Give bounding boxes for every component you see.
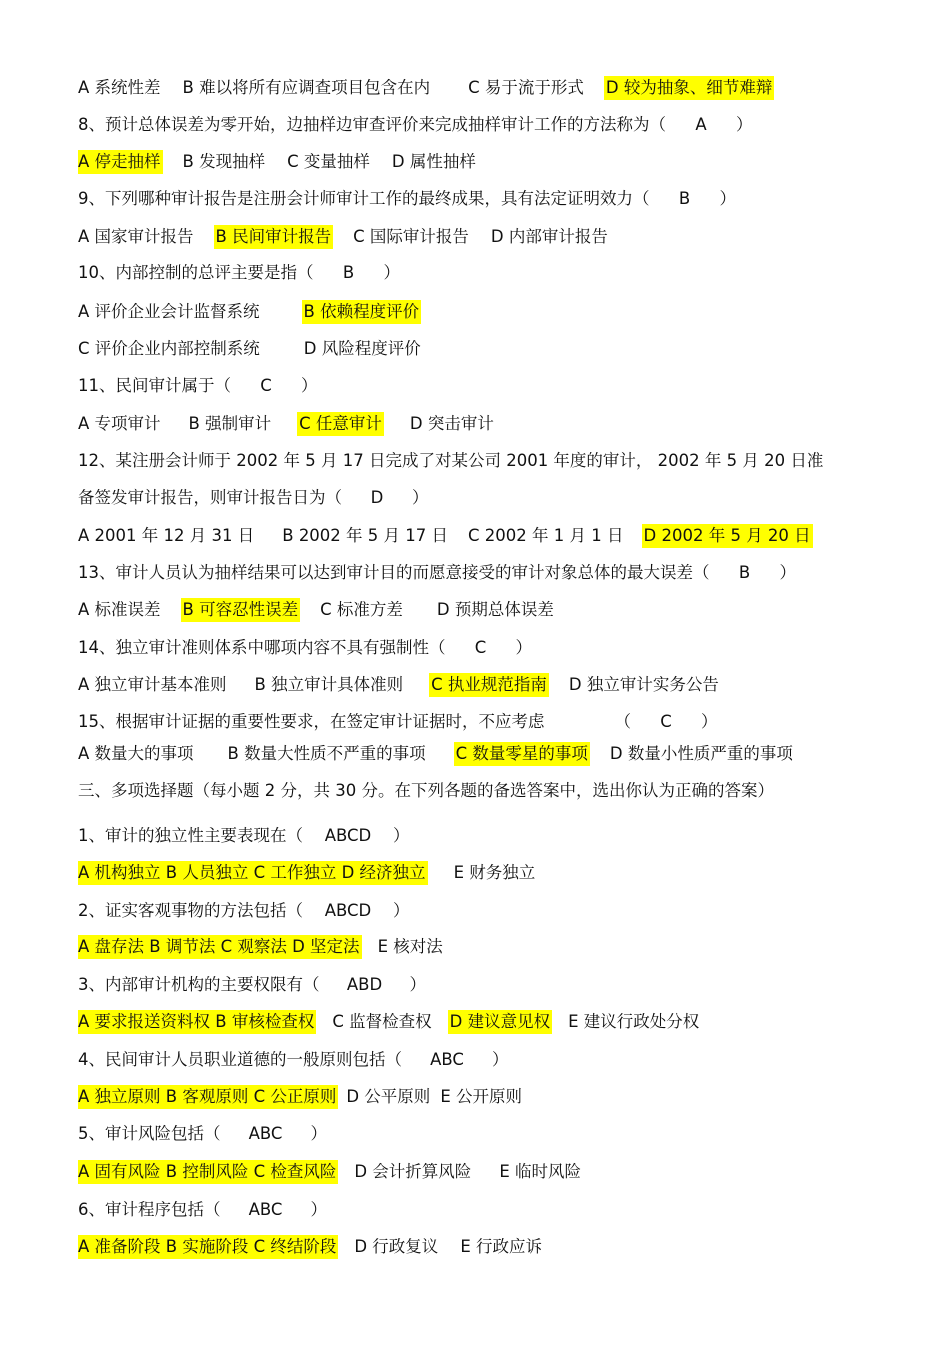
- answer-options-row: [78, 76, 910, 100]
- question-line: [78, 710, 910, 734]
- answer-options-row: [78, 412, 910, 436]
- question-line: [78, 261, 910, 285]
- answer-key: B: [738, 563, 751, 582]
- answer-options-row: [78, 1235, 910, 1259]
- highlighted-answer-option: B 可容忍性误差: [181, 598, 301, 622]
- answer-option: D 内部审计报告: [490, 227, 608, 246]
- highlighted-answer-option: C 数量零星的事项: [454, 742, 590, 766]
- answer-option: D 属性抽样: [391, 152, 476, 171]
- highlighted-answer-option: D 建议意见权: [448, 1010, 552, 1034]
- answer-option: A 标准误差: [78, 600, 161, 619]
- answer-option: B 发现抽样: [182, 152, 266, 171]
- answer-option: A 专项审计: [78, 414, 161, 433]
- answer-option: D 行政复议: [354, 1237, 439, 1256]
- answer-option: B 独立审计具体准则: [254, 675, 404, 694]
- question-text: 9、下列哪种审计报告是注册会计师审计工作的最终成果，具有法定证明效力（: [78, 189, 650, 208]
- close-paren: ）: [393, 826, 410, 845]
- answer-options-row: [78, 150, 910, 174]
- highlighted-answer-option: A 要求报送资料权 B 审核检查权: [78, 1010, 316, 1034]
- close-paren: ）: [393, 901, 410, 920]
- highlighted-answer-option: D 较为抽象、细节难辩: [604, 76, 774, 100]
- answer-key: ABCD: [324, 826, 372, 845]
- highlighted-answer-option: B 民间审计报告: [214, 225, 334, 249]
- answer-options-row: [78, 598, 910, 622]
- highlighted-answer-option: A 盘存法 B 调节法 C 观察法 D 坚定法: [78, 935, 362, 959]
- answer-option: E 临时风险: [499, 1162, 581, 1181]
- highlighted-answer-option: A 停走抽样: [78, 150, 163, 174]
- answer-option: A 数量大的事项: [78, 744, 194, 763]
- answer-key: ABC: [248, 1200, 283, 1219]
- highlighted-answer-option: C 执业规范指南: [429, 673, 549, 697]
- answer-option: C 易于流于形式: [468, 78, 584, 97]
- answer-option: D 风险程度评价: [303, 339, 421, 358]
- close-paren: ）: [409, 975, 426, 994]
- question-text: 1、审计的独立性主要表现在（: [78, 826, 303, 845]
- question-text: 15、根据审计证据的重要性要求，在签定审计证据时，不应考虑: [78, 712, 545, 731]
- question-line: [78, 113, 910, 137]
- question-text: 10、内部控制的总评主要是指（: [78, 263, 314, 282]
- highlighted-answer-option: A 独立原则 B 客观原则 C 公正原则: [78, 1085, 338, 1109]
- answer-key: C: [260, 376, 272, 395]
- answer-options-row: [78, 337, 910, 361]
- answer-option: B 2002 年 5 月 17 日: [282, 526, 449, 545]
- answer-option: E 行政应诉: [460, 1237, 542, 1256]
- answer-option: B 难以将所有应调查项目包含在内: [182, 78, 431, 97]
- highlighted-answer-option: D 2002 年 5 月 20 日: [642, 524, 813, 548]
- question-line: [78, 973, 910, 997]
- answer-option: A 2001 年 12 月 31 日: [78, 526, 255, 545]
- question-line: [78, 486, 910, 510]
- question-text: 11、民间审计属于（: [78, 376, 231, 395]
- answer-key: C: [474, 638, 487, 657]
- close-paren: ）: [412, 488, 429, 507]
- question-text: 14、独立审计准则体系中哪项内容不具有强制性（: [78, 638, 446, 657]
- answer-option: A 评价企业会计监督系统: [78, 302, 260, 321]
- answer-option: D 公平原则: [346, 1087, 431, 1106]
- answer-option: C 监督检查权: [332, 1012, 432, 1031]
- question-line: [78, 1198, 910, 1222]
- question-line: [78, 899, 910, 923]
- answer-option: C 变量抽样: [287, 152, 370, 171]
- answer-option: D 独立审计实务公告: [568, 675, 719, 694]
- answer-options-row: [78, 1160, 910, 1184]
- answer-option: D 预期总体误差: [436, 600, 554, 619]
- answer-options-row: [78, 1085, 910, 1109]
- close-paren: ）: [701, 712, 718, 731]
- question-line: [78, 374, 910, 398]
- answer-option: C 国际审计报告: [353, 227, 469, 246]
- close-paren: ）: [736, 115, 753, 134]
- highlighted-answer-option: A 机构独立 B 人员独立 C 工作独立 D 经济独立: [78, 861, 428, 885]
- answer-option: D 数量小性质严重的事项: [609, 744, 793, 763]
- answer-option: C 2002 年 1 月 1 日: [468, 526, 624, 545]
- answer-option: A 国家审计报告: [78, 227, 194, 246]
- close-paren: ）: [310, 1200, 327, 1219]
- question-text: 5、审计风险包括（: [78, 1124, 221, 1143]
- text-line: 12、某注册会计师于 2002 年 5 月 17 日完成了对某公司 2001 年度的审计， 2002 年 5 月 20 日准: [78, 451, 824, 470]
- question-text: 3、内部审计机构的主要权限有（: [78, 975, 320, 994]
- question-text: 13、审计人员认为抽样结果可以达到审计目的而愿意接受的审计对象总体的最大误差（: [78, 563, 710, 582]
- answer-options-row: [78, 300, 910, 324]
- question-line: [78, 1048, 910, 1072]
- question-text: 6、审计程序包括（: [78, 1200, 221, 1219]
- open-paren: （: [614, 712, 631, 731]
- answer-key: ABC: [430, 1050, 464, 1069]
- close-paren: ）: [492, 1050, 509, 1069]
- close-paren: ）: [719, 189, 736, 208]
- answer-option: E 建议行政处分权: [568, 1012, 700, 1031]
- text-line: 三、多项选择题（每小题 2 分，共 30 分。在下列各题的备选答案中，选出你认为正确的答案）: [78, 781, 774, 800]
- highlighted-answer-option: C 任意审计: [297, 412, 384, 436]
- answer-option: A 系统性差: [78, 78, 161, 97]
- question-text: 4、民间审计人员职业道德的一般原则包括（: [78, 1050, 402, 1069]
- highlighted-answer-option: A 固有风险 B 控制风险 C 检查风险: [78, 1160, 338, 1184]
- answer-option: D 突击审计: [409, 414, 494, 433]
- close-paren: ）: [301, 376, 318, 395]
- answer-option: B 强制审计: [188, 414, 272, 433]
- question-line: [78, 824, 910, 848]
- close-paren: ）: [515, 638, 532, 657]
- answer-options-row: [78, 861, 910, 885]
- answer-options-row: [78, 1010, 910, 1034]
- question-line: [78, 1122, 910, 1146]
- question-text: 备签发审计报告，则审计报告日为（: [78, 488, 342, 507]
- question-text: 2、证实客观事物的方法包括（: [78, 901, 303, 920]
- answer-key: ABD: [346, 975, 383, 994]
- answer-key: B: [342, 263, 355, 282]
- answer-option: D 会计折算风险: [354, 1162, 472, 1181]
- answer-options-row: [78, 673, 910, 697]
- answer-options-row: [78, 524, 910, 548]
- close-paren: ）: [779, 563, 796, 582]
- question-text: 8、预计总体误差为零开始，边抽样边审查评价来完成抽样审计工作的方法称为（: [78, 115, 666, 134]
- close-paren: ）: [310, 1124, 327, 1143]
- answer-options-row: [78, 225, 910, 249]
- question-line: [78, 187, 910, 211]
- highlighted-answer-option: B 依赖程度评价: [302, 300, 422, 324]
- answer-option: B 数量大性质不严重的事项: [227, 744, 426, 763]
- answer-key: ABC: [248, 1124, 283, 1143]
- answer-option: E 财务独立: [453, 863, 536, 882]
- answer-key: ABCD: [324, 901, 372, 920]
- question-line: [78, 636, 910, 660]
- highlighted-answer-option: A 准备阶段 B 实施阶段 C 终结阶段: [78, 1235, 338, 1259]
- answer-key: C: [660, 712, 672, 731]
- answer-options-row: [78, 742, 910, 766]
- answer-option: C 标准方差: [320, 600, 403, 619]
- answer-option: A 独立审计基本准则: [78, 675, 227, 694]
- answer-key: D: [370, 488, 384, 507]
- answer-option: C 评价企业内部控制系统: [78, 339, 260, 358]
- answer-key: A: [695, 115, 707, 134]
- answer-option: E 核对法: [377, 937, 443, 956]
- answer-key: B: [678, 189, 691, 208]
- question-line: [78, 561, 910, 585]
- close-paren: ）: [383, 263, 400, 282]
- answer-options-row: [78, 935, 910, 959]
- answer-option: E 公开原则: [440, 1087, 522, 1106]
